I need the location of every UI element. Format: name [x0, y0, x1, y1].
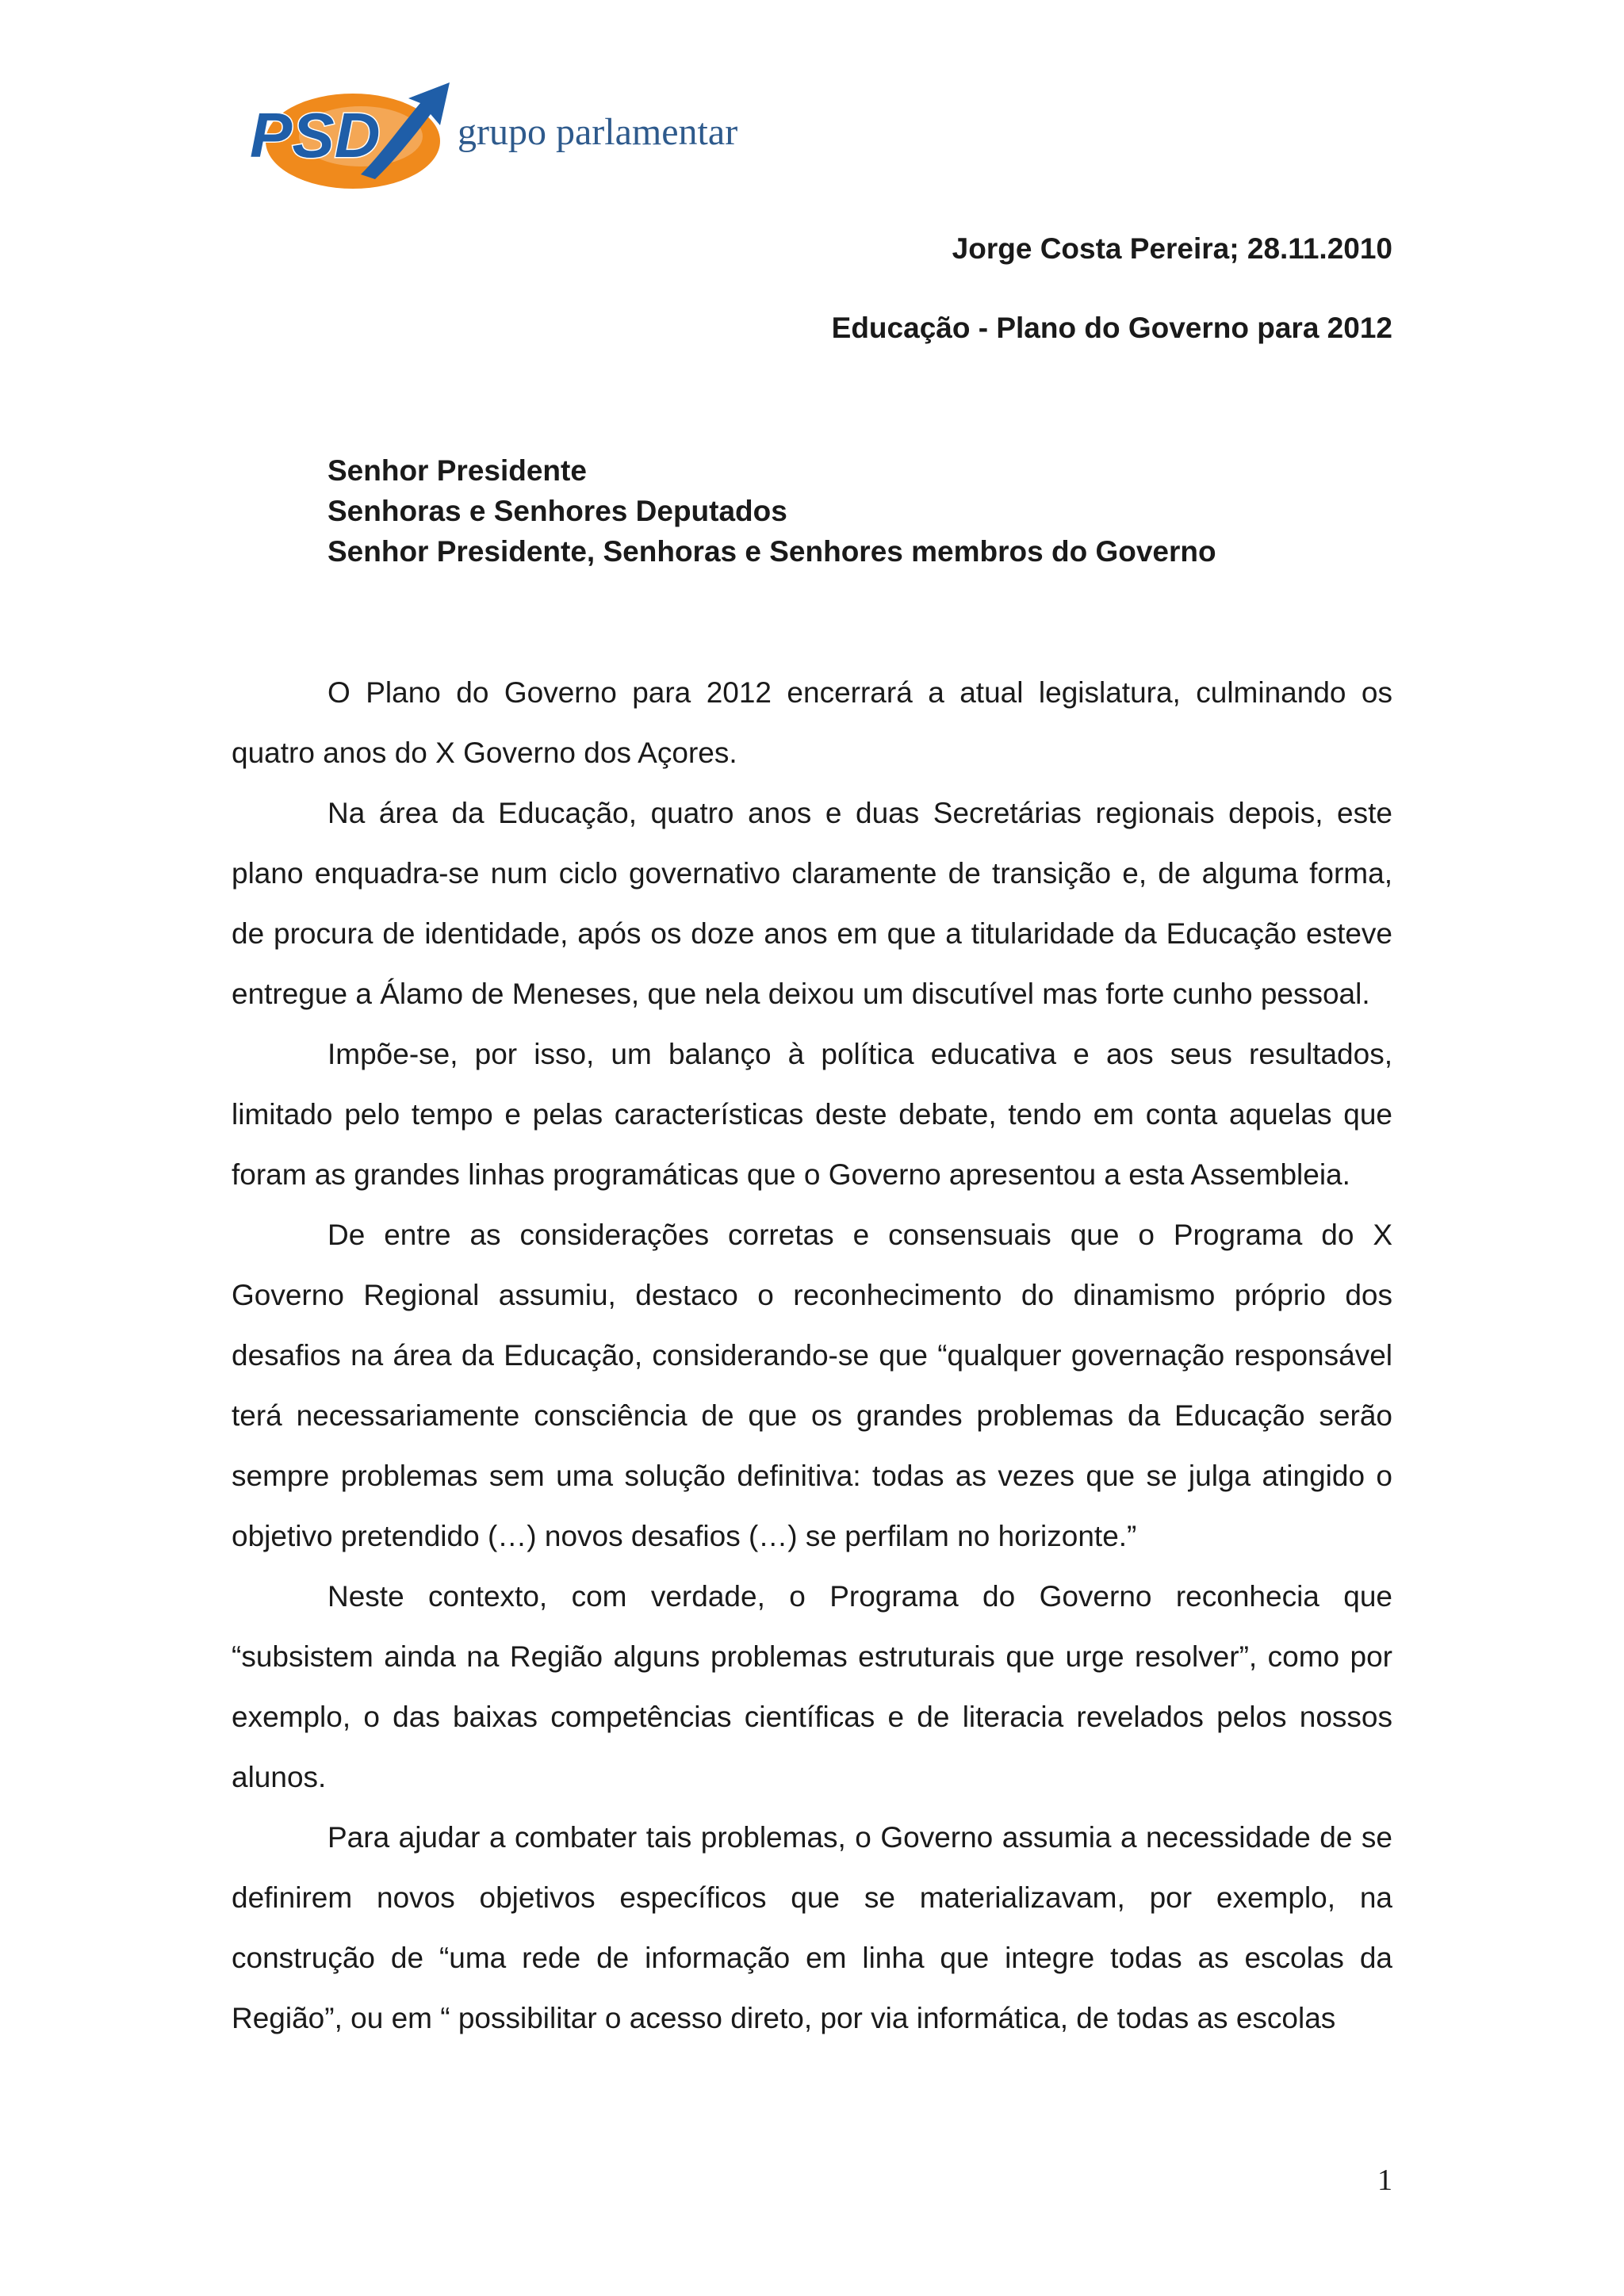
paragraph: Para ajudar a combater tais problemas, o Governo assumia a necessidade de se definirem novos objetivos específicos que se materializavam, por exemplo, na construção de “uma rede de informação em linha que integre todas as escolas da Região”, ou em “ possibilitar o acesso direto, por via informática, de todas as escolas [232, 1821, 1392, 2034]
psd-logo [242, 79, 741, 198]
salutations-block [327, 450, 1216, 572]
paragraph: Neste contexto, com verdade, o Programa do Governo reconhecia que “subsistem ainda na Região alguns problemas estruturais que urge resolver”, como por exemplo, o das baixas competências científicas e de literacia revelados pelos nossos alunos. [232, 1580, 1392, 1793]
paragraph: O Plano do Governo para 2012 encerrará a atual legislatura, culminando os quatro anos do X Governo dos Açores. [232, 676, 1392, 769]
paragraph: De entre as considerações corretas e consensuais que o Programa do X Governo Regional assumiu, destaco o reconhecimento do dinamismo próprio dos desafios na área da Educação, considerando-se que “qualquer governação responsável terá necessariamente consciência de que os grandes problemas da Educação serão sempre problemas sem uma solução definitiva: todas as vezes que se julga atingido o objetivo pretendido (…) novos desafios (…) se perfilam no horizonte.” [232, 1219, 1392, 1552]
author-date: Jorge Costa Pereira; 28.11.2010 [952, 232, 1392, 265]
salutation-line: Senhor Presidente, Senhoras e Senhores membros do Governo [327, 535, 1216, 568]
logo-brand-text: PSD [250, 100, 381, 170]
salutation-line: Senhoras e Senhores Deputados [327, 495, 787, 527]
page-number: 1 [1377, 2164, 1392, 2197]
logo-tagline: grupo parlamentar [458, 111, 738, 153]
paragraph: Na área da Educação, quatro anos e duas Secretárias regionais depois, este plano enquadra-se num ciclo governativo claramente de transição e, de alguma forma, de procura de identidade, após os doze anos em que a titularidade da Educação esteve entregue a Álamo de Meneses, que nela deixou um discutível mas forte cunho pessoal. [232, 797, 1392, 1010]
paragraph: Impõe-se, por isso, um balanço à política educativa e aos seus resultados, limitado pelo tempo e pelas características deste debate, tendo em conta aquelas que foram as grandes linhas programáticas que o Governo apresentou a esta Assembleia. [232, 1038, 1392, 1191]
speech-body [232, 663, 1392, 2049]
document-subject: Educação - Plano do Governo para 2012 [831, 312, 1392, 344]
salutation-line: Senhor Presidente [327, 454, 587, 487]
